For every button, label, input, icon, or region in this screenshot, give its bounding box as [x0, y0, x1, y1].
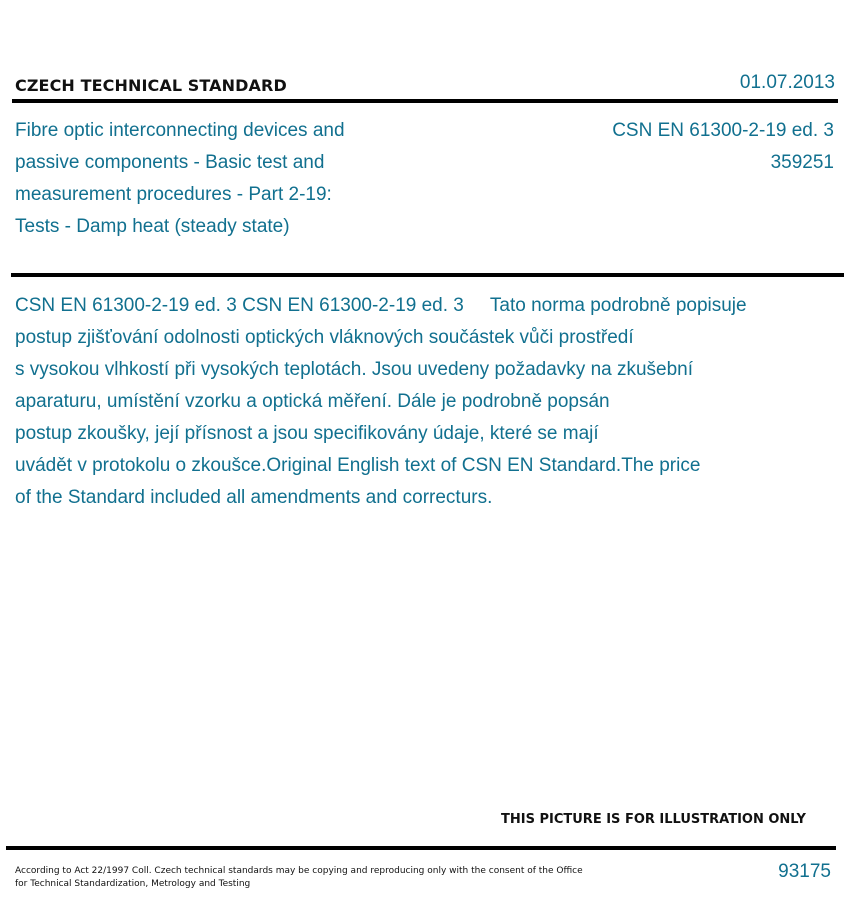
publication-date: 01.07.2013 [739, 72, 835, 93]
standard-code: CSN EN 61300-2-19 ed. 3 [612, 120, 834, 141]
standard-title [15, 115, 445, 243]
legal-line: According to Act 22/1997 Coll. Czech technical standards may be copying and reproducing only with the consent of the Office [15, 866, 583, 876]
document-type-label: CZECH TECHNICAL STANDARD [15, 76, 287, 95]
standard-identifier [612, 115, 834, 179]
title-line: passive components - Basic test and [15, 152, 325, 173]
title-divider [11, 273, 844, 277]
description-line: of the Standard included all amendments and correcturs. [15, 487, 493, 508]
header-divider [12, 99, 838, 103]
description-line: uvádět v protokolu o zkoušce.Original English text of CSN EN Standard.The price [15, 455, 701, 476]
description-line: CSN EN 61300-2-19 ed. 3 CSN EN 61300-2-19 ed. 3 Tato norma podrobně popisuje [15, 295, 747, 316]
title-line: Tests - Damp heat (steady state) [15, 216, 290, 237]
legal-line: for Technical Standardization, Metrology and Testing [15, 879, 251, 889]
description-line: postup zjišťování odolnosti optických vláknových součástek vůči prostředí [15, 327, 634, 348]
description-line: s vysokou vlhkostí při vysokých teplotách. Jsou uvedeny požadavky na zkušební [15, 359, 694, 380]
title-line: Fibre optic interconnecting devices and [15, 120, 345, 141]
description-line: aparaturu, umístění vzorku a optická měření. Dále je podrobně popsán [15, 391, 610, 412]
illustration-notice: THIS PICTURE IS FOR ILLUSTRATION ONLY [501, 812, 806, 827]
document-number: 93175 [778, 861, 831, 882]
footer-divider [6, 846, 836, 850]
description-line: postup zkoušky, její přísnost a jsou specifikovány údaje, které se mají [15, 423, 599, 444]
standard-description [15, 290, 845, 514]
catalog-number: 359251 [770, 152, 834, 173]
legal-notice [15, 865, 583, 891]
title-line: measurement procedures - Part 2-19: [15, 184, 332, 205]
